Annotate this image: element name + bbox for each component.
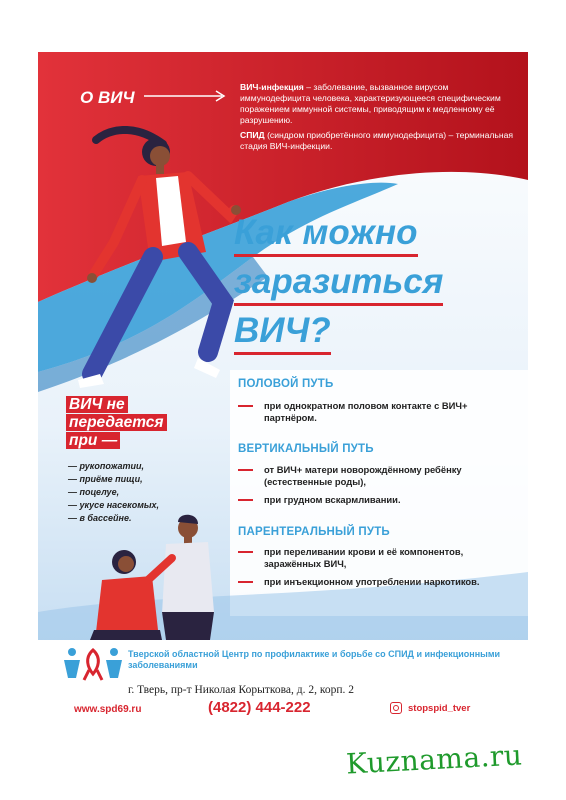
route-item: от ВИЧ+ матери новорождённому ребёнку (естественные роды), xyxy=(238,464,518,488)
headline-line-3: ВИЧ? xyxy=(234,310,331,355)
aids-definition: (синдром приобретённого иммунодефицита) – терминальная стадия ВИЧ-инфекции. xyxy=(240,130,514,151)
hiv-term: ВИЧ-инфекция xyxy=(240,82,304,92)
watermark: Kuznama.ru xyxy=(345,738,524,781)
list-item: — укусе насекомых, xyxy=(68,500,160,510)
organization-address: г. Тверь, пр-т Николая Корыткова, д. 2, корп. 2 xyxy=(128,684,355,696)
headline-line-1: Как можно xyxy=(234,212,418,257)
instagram-handle[interactable]: stopspid_tver xyxy=(408,703,471,714)
not-transmitted-line-1: ВИЧ не xyxy=(66,396,128,413)
about-hiv-text xyxy=(240,82,515,156)
route-item: при грудном вскармливании. xyxy=(238,494,518,506)
not-transmitted-list xyxy=(68,460,218,525)
route-item: при инъекционном употреблении наркотиков. xyxy=(238,576,518,588)
website-link[interactable]: www.spd69.ru xyxy=(74,704,142,715)
route-item: при однократном половом контакте с ВИЧ+ партнёром. xyxy=(238,400,518,424)
page-title xyxy=(234,212,524,359)
route-list-parenteral xyxy=(238,546,518,594)
headline-line-2: заразиться xyxy=(234,261,443,306)
phone-number: (4822) 444-222 xyxy=(208,699,311,716)
list-item: — рукопожатии, xyxy=(68,461,144,471)
poster xyxy=(38,52,528,730)
route-list-sexual xyxy=(238,400,518,430)
list-item: — поцелуе, xyxy=(68,487,120,497)
list-item: — в бассейне. xyxy=(68,513,132,523)
not-transmitted-title xyxy=(66,396,216,450)
about-hiv-label: О ВИЧ xyxy=(80,88,135,107)
arrow-right-icon xyxy=(144,90,226,102)
organization-name: Тверской областной Центр по профилактике и борьбе со СПИД и инфекционными заболеваниями xyxy=(128,649,501,670)
list-item: — приёме пищи, xyxy=(68,474,143,484)
aids-term: СПИД xyxy=(240,130,265,140)
route-item: при переливании крови и её компонентов, заражённых ВИЧ, xyxy=(238,546,518,570)
instagram-icon xyxy=(390,702,402,714)
not-transmitted-line-3: при — xyxy=(66,432,120,449)
route-title-sexual: ПОЛОВОЙ ПУТЬ xyxy=(238,378,334,390)
not-transmitted-line-2: передается xyxy=(66,414,167,431)
aids-center-logo xyxy=(62,644,124,684)
hiv-definition: – заболевание, вызванное вирусом иммунодефицита человека, характеризующееся специфическим поражением иммунной системы, приводящим к медленному её разрушению. xyxy=(240,82,501,125)
route-title-vertical: ВЕРТИКАЛЬНЫЙ ПУТЬ xyxy=(238,443,374,455)
route-list-vertical xyxy=(238,464,518,512)
route-title-parenteral: ПАРЕНТЕРАЛЬНЫЙ ПУТЬ xyxy=(238,526,390,538)
